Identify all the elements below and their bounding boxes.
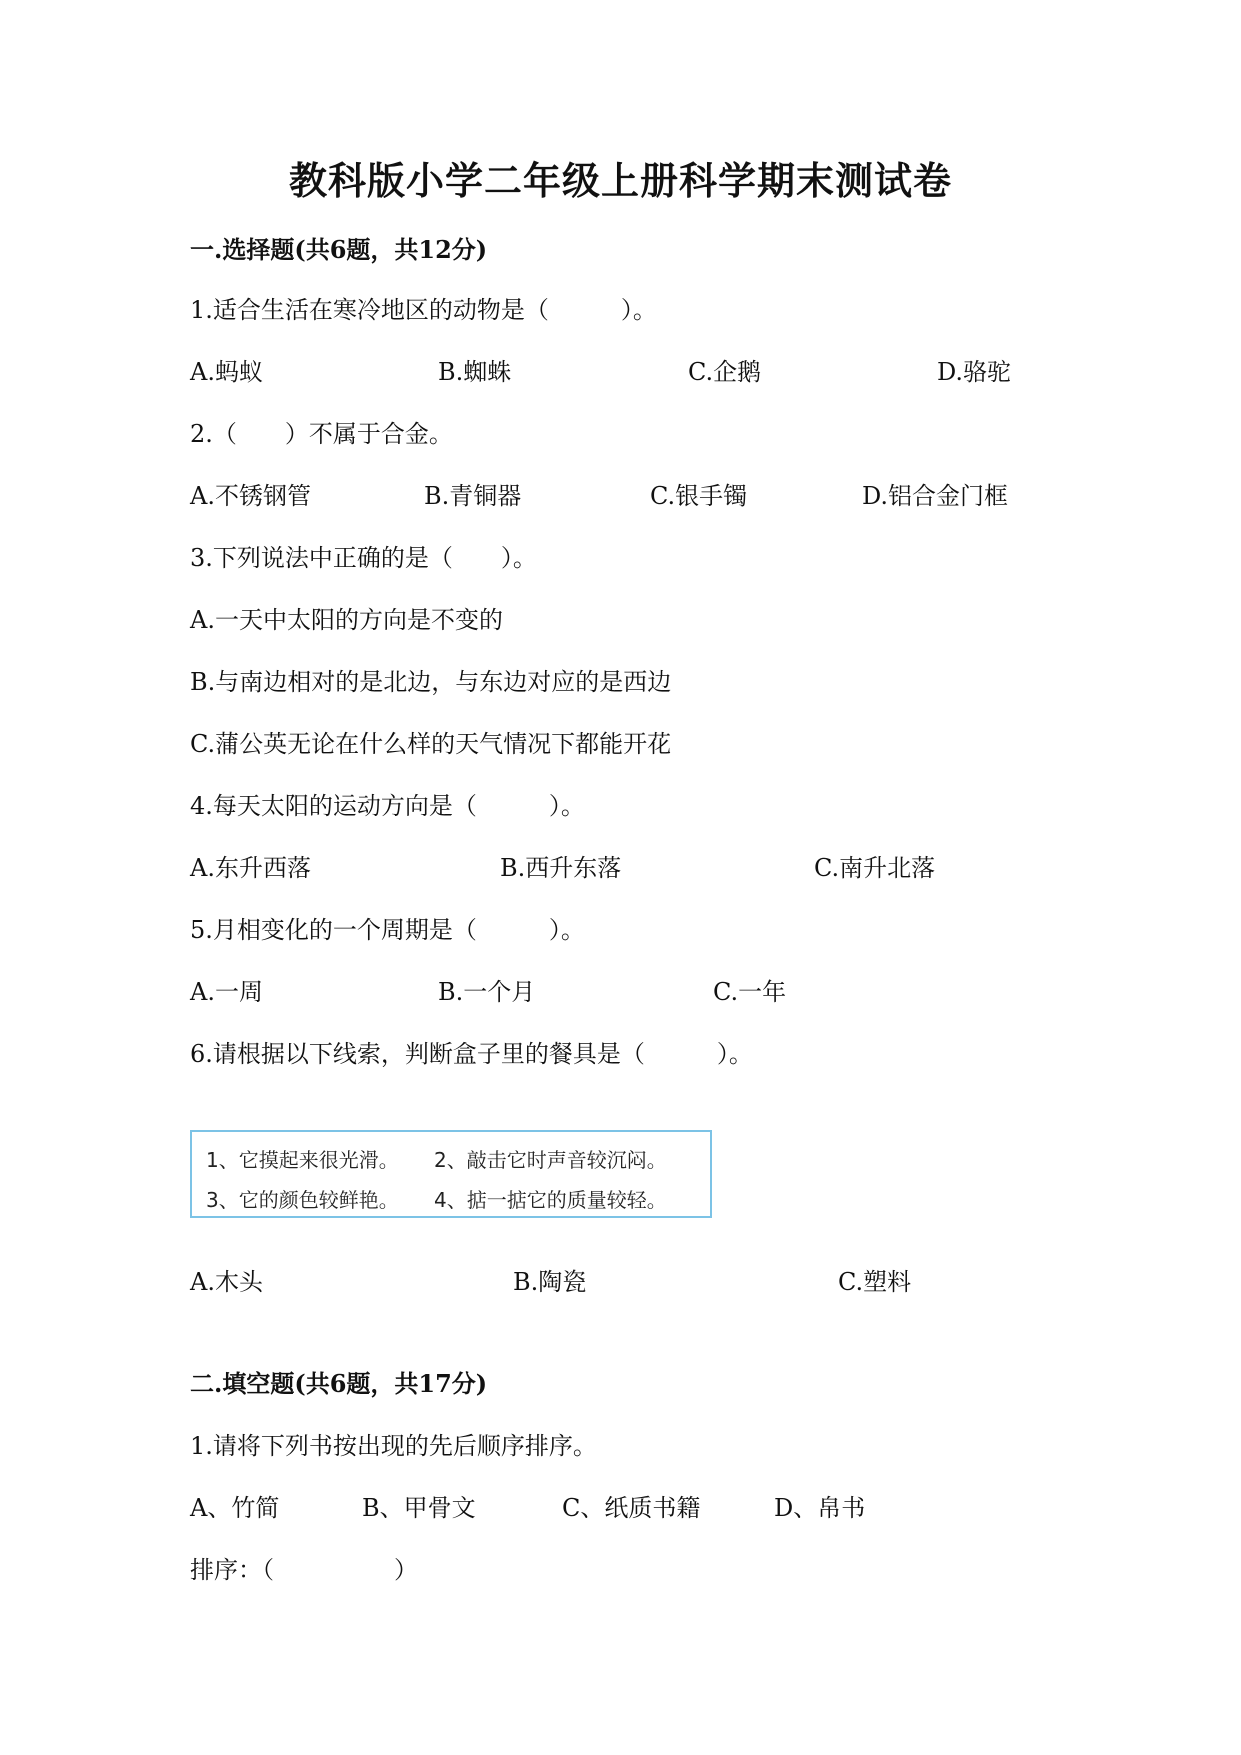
- section-heading-choice: 一.选择题(共6题，共12分): [190, 235, 488, 264]
- q3-option-a: A.一天中太阳的方向是不变的: [190, 606, 503, 634]
- section-heading-fill: 二.填空题(共6题，共17分): [190, 1369, 488, 1398]
- clue-1: 1、它摸起来很光滑。: [206, 1148, 399, 1172]
- fill-q1-option-c: C、纸质书籍: [562, 1494, 701, 1522]
- q1-option-d: D.骆驼: [937, 358, 1012, 386]
- q1-option-a: A.蚂蚁: [190, 358, 263, 386]
- question-4: 4.每天太阳的运动方向是（ ）。: [190, 792, 585, 820]
- clue-4: 4、掂一掂它的质量较轻。: [434, 1188, 667, 1212]
- q6-option-c: C.塑料: [838, 1268, 912, 1296]
- q6-option-b: B.陶瓷: [513, 1268, 587, 1296]
- question-2: 2.（ ）不属于合金。: [190, 420, 453, 448]
- q2-option-d: D.铝合金门框: [862, 482, 1009, 510]
- q2-option-c: C.银手镯: [650, 482, 748, 510]
- q3-option-c: C.蒲公英无论在什么样的天气情况下都能开花: [190, 730, 672, 758]
- q3-option-b: B.与南边相对的是北边，与东边对应的是西边: [190, 668, 672, 696]
- q5-option-a: A.一周: [190, 978, 263, 1006]
- clue-2: 2、敲击它时声音较沉闷。: [434, 1148, 667, 1172]
- q5-option-c: C.一年: [713, 978, 787, 1006]
- question-3: 3.下列说法中正确的是（ ）。: [190, 544, 537, 572]
- fill-q1-option-d: D、帛书: [774, 1494, 866, 1522]
- question-5: 5.月相变化的一个周期是（ ）。: [190, 916, 585, 944]
- q2-option-a: A.不锈钢管: [190, 482, 311, 510]
- question-6: 6.请根据以下线索，判断盒子里的餐具是（ ）。: [190, 1040, 753, 1068]
- q5-option-b: B.一个月: [438, 978, 536, 1006]
- q2-option-b: B.青铜器: [424, 482, 522, 510]
- fill-q1-answer-line: 排序：（ ）: [190, 1556, 418, 1584]
- q1-option-b: B.蜘蛛: [438, 358, 512, 386]
- fill-question-1: 1.请将下列书按出现的先后顺序排序。: [190, 1432, 597, 1460]
- q4-option-b: B.西升东落: [500, 854, 622, 882]
- question-1: 1.适合生活在寒冷地区的动物是（ ）。: [190, 296, 657, 324]
- q1-option-c: C.企鹅: [688, 358, 762, 386]
- page-title: 教科版小学二年级上册科学期末测试卷: [288, 158, 952, 203]
- clue-box: [190, 1130, 712, 1218]
- fill-q1-option-b: B、甲骨文: [362, 1494, 476, 1522]
- fill-q1-option-a: A、竹简: [190, 1494, 280, 1522]
- q4-option-a: A.东升西落: [190, 854, 311, 882]
- q4-option-c: C.南升北落: [814, 854, 936, 882]
- q6-option-a: A.木头: [190, 1268, 263, 1296]
- clue-3: 3、它的颜色较鲜艳。: [206, 1188, 399, 1212]
